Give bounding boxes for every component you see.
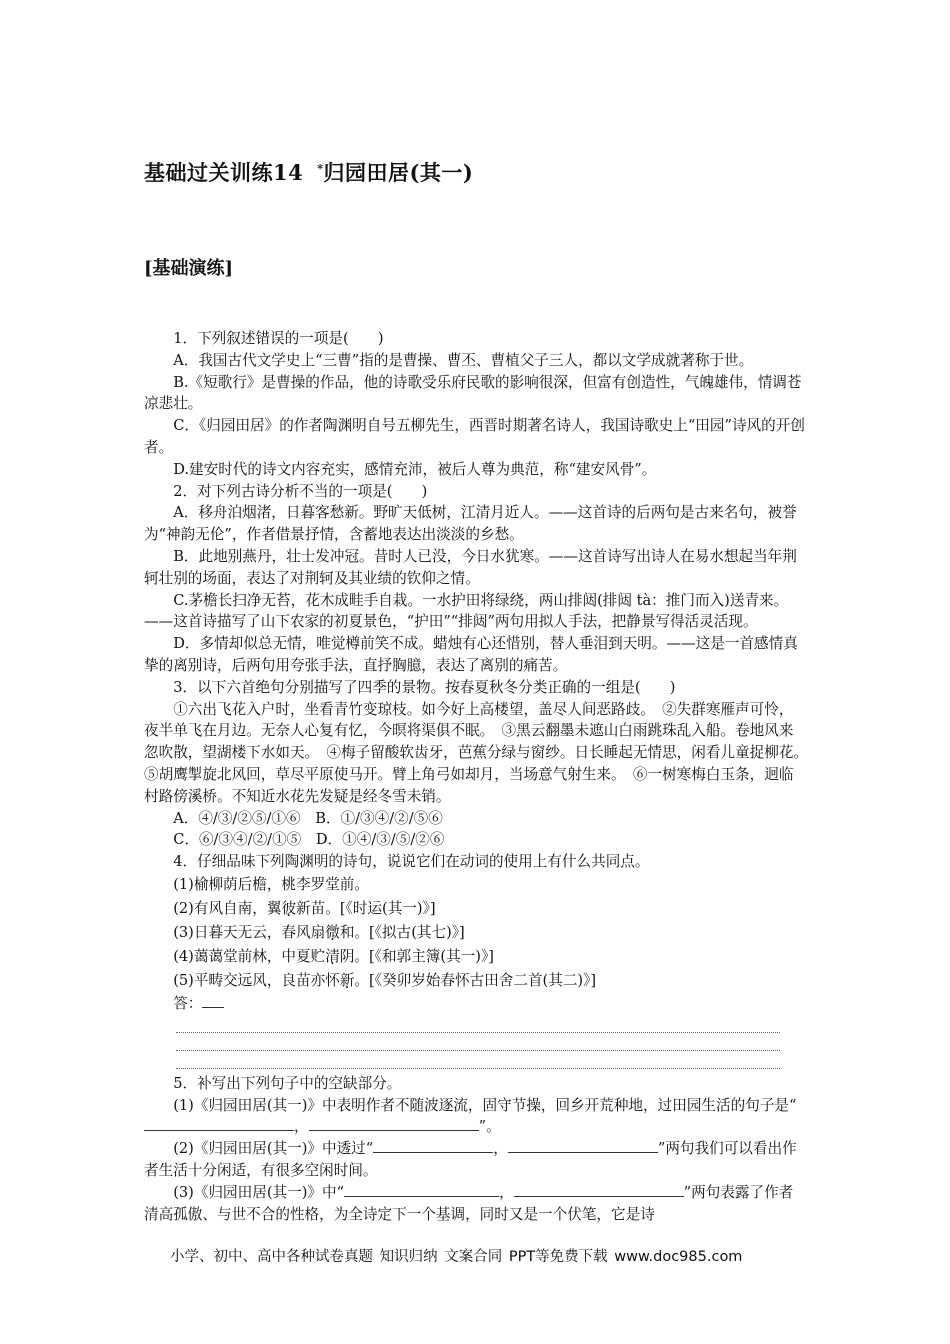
- q4-line-3: [144, 921, 806, 945]
- q3-poems: ①六出飞花入户时，坐看青竹变琼枝。如今好上高楼望，盖尽人间恶路歧。 ②失群寒雁声可怜，夜半单飞在月边。无奈人心复有忆，今暝将渠俱不眠。 ③黑云翻墨未遮山白雨跳珠乱入船。卷地风来忽吹散，望湖楼下水如天。 ④梅子留酸软齿牙，芭蕉分绿与窗纱。日长睡起无情思，闲看儿童捉柳花。 ⑤胡鹰掣旋北风回，草尽平原使马开。臂上角弓如却月，当场意气射生来。 ⑥一树寒梅白玉条，迥临村路傍溪桥。不知近水花先发疑是经冬雪未销。: [144, 700, 816, 805]
- q1-option-d: D.建安时代的诗文内容充实，感情充沛，被后人尊为典范，称“建安风骨”。: [173, 460, 657, 478]
- q4-line-2-pre: (2)有风自南，: [173, 899, 267, 917]
- q1-option-c: C．《归园田居》的作者陶渊明自号五柳先生，西晋时期著名诗人，我国诗歌史上“田园”诗风的开创者。: [144, 417, 805, 456]
- page-title: [144, 157, 473, 187]
- fill-blank[interactable]: [373, 1138, 493, 1153]
- comma: ，: [499, 1183, 514, 1201]
- q4-line-4-pre: (4)蔼蔼堂前林，中夏: [173, 947, 311, 965]
- fill-blank[interactable]: [144, 1116, 294, 1131]
- fill-blank[interactable]: [508, 1138, 658, 1153]
- comma: ，: [294, 1118, 309, 1136]
- q4-line-2: [144, 897, 806, 921]
- q5-stem: 5．补写出下列句子中的空缺部分。: [173, 1074, 402, 1092]
- emphasis-word-yi: 翼: [266, 899, 282, 917]
- q4-line-2-post: 彼新苗。[《时运(其一)》]: [281, 899, 436, 917]
- fill-blank[interactable]: [309, 1116, 479, 1131]
- q3-stem: 3．以下六首绝句分别描写了四季的景物。按春夏秋冬分类正确的一组是( ): [173, 678, 676, 696]
- answer-line[interactable]: [176, 1051, 780, 1069]
- q5-item-1: [144, 1095, 806, 1139]
- emphasis-word-shan: 扇: [310, 923, 326, 941]
- q4-line-4: [144, 945, 806, 969]
- q1-option-b: B.《短歌行》是曹操的作品，他的诗歌受乐府民歌的影响很深，但富有创造性，气魄雄伟，情调苍凉悲壮。: [144, 373, 802, 413]
- fill-blank[interactable]: [344, 1182, 499, 1197]
- q4-line-3-pre: (3)日暮天无云，春风: [173, 923, 311, 941]
- q5-item-3: [144, 1182, 806, 1226]
- question-body: [144, 328, 816, 1225]
- q5-item-1-text: (1)《归园田居(其一)》中表明作者不随波逐流，固守节操，回乡开荒种地，过田园生活的句子是“: [173, 1096, 797, 1114]
- q4-stem: 4．仔细品味下列陶渊明的诗句，说说它们在动词的使用上有什么共同点。: [173, 853, 650, 871]
- q1-option-a: A．我国古代文学史上“三曹”指的是曹操、曹丕、曹植父子三人，都以文学成就著称于世。: [173, 351, 754, 369]
- q2-option-a: A．移舟泊烟渚，日暮客愁新。野旷天低树，江清月近人。——这首诗的后两句是古来名句，被誉为“神韵无伦”，作者借景抒情，含蓄地表达出淡淡的乡愁。: [144, 504, 797, 544]
- q2-option-d: D．多情却似总无情，唯觉樽前笑不成。蜡烛有心还惜别，替人垂泪到天明。——这是一首感情真挚的离别诗，后两句用夸张手法，直抒胸臆，表达了离别的痛苦。: [144, 635, 798, 674]
- title-asterisk: *: [317, 162, 324, 175]
- q4-line-3-post: 微和。[《拟古(其七)》]: [325, 923, 465, 941]
- q2-stem: 2．对下列古诗分析不当的一项是( ): [173, 482, 428, 500]
- q5-item-2: [144, 1138, 806, 1182]
- q2-option-b: B．此地别燕丹，壮士发冲冠。昔时人已没，今日水犹寒。——这首诗写出诗人在易水想起当年荆轲壮别的场面，表达了对荆轲及其业绩的钦仰之情。: [144, 547, 797, 587]
- close-quote: ”。: [478, 1118, 501, 1136]
- answer-line[interactable]: [176, 1015, 780, 1033]
- q4-line-4-post: 清阴。[《和郭主簿(其一)》]: [325, 947, 494, 965]
- q5-item-2-post: ”两句我们可以看出作者生活十分闲适，有很多空闲时间。: [144, 1140, 797, 1179]
- q3-options-ab: A．④/③/②⑤/①⑥ B．①/③④/②/⑤⑥: [173, 809, 443, 827]
- emphasis-word-huai: 怀: [325, 971, 340, 989]
- q1-stem: 1．下列叙述错误的一项是( ): [173, 330, 384, 347]
- footer-banner: 小学、初中、高中各种试卷真题 知识归纳 文案合同 PPT等免费下载 www.doc985.com: [170, 1249, 743, 1265]
- q3-options-cd: C．⑥/③④/②/①⑤ D．①④/③/⑤/②⑥: [173, 831, 445, 849]
- q2-option-c: C.茅檐长扫净无苔，花木成畦手自栽。一水护田将绿绕，两山排闼(排闼 tà：推门而入)送青来。——这首诗描写了山下农家的初夏景色，“护田”“排闼”两句用拟人手法，把静景写得活灵活现。: [144, 591, 789, 631]
- q4-line-5-post: 新。[《癸卯岁始春怀古田舍二首(其二)》]: [339, 971, 597, 989]
- section-heading: [基础演练]: [144, 258, 234, 279]
- q5-item-3-post: ”两句表露了作者清高孤傲、与世不合的性格，为全诗定下一个基调，同时又是一个伏笔，它是诗: [144, 1183, 794, 1223]
- answer-blank[interactable]: [202, 995, 224, 1008]
- emphasis-word-zhu: 贮: [310, 947, 326, 965]
- q4-line-5: [144, 969, 806, 993]
- q5-item-3-pre: (3)《归园田居(其一)》中“: [173, 1183, 345, 1201]
- q5-item-2-pre: (2)《归园田居(其一)》中透过“: [173, 1140, 374, 1158]
- q4-answer: [144, 993, 806, 1015]
- title-text: 基础过关训练14: [144, 160, 304, 185]
- title-poem: 归园田居(其一): [323, 160, 474, 185]
- comma: ，: [493, 1140, 508, 1158]
- answer-label: 答：: [173, 994, 203, 1012]
- answer-line[interactable]: [176, 1033, 780, 1051]
- q4-line-5-pre: (5)平畴交远风，良苗亦: [173, 971, 326, 989]
- q4-line-1: (1)榆柳荫后檐，桃李罗堂前。: [173, 875, 369, 893]
- fill-blank[interactable]: [514, 1182, 684, 1197]
